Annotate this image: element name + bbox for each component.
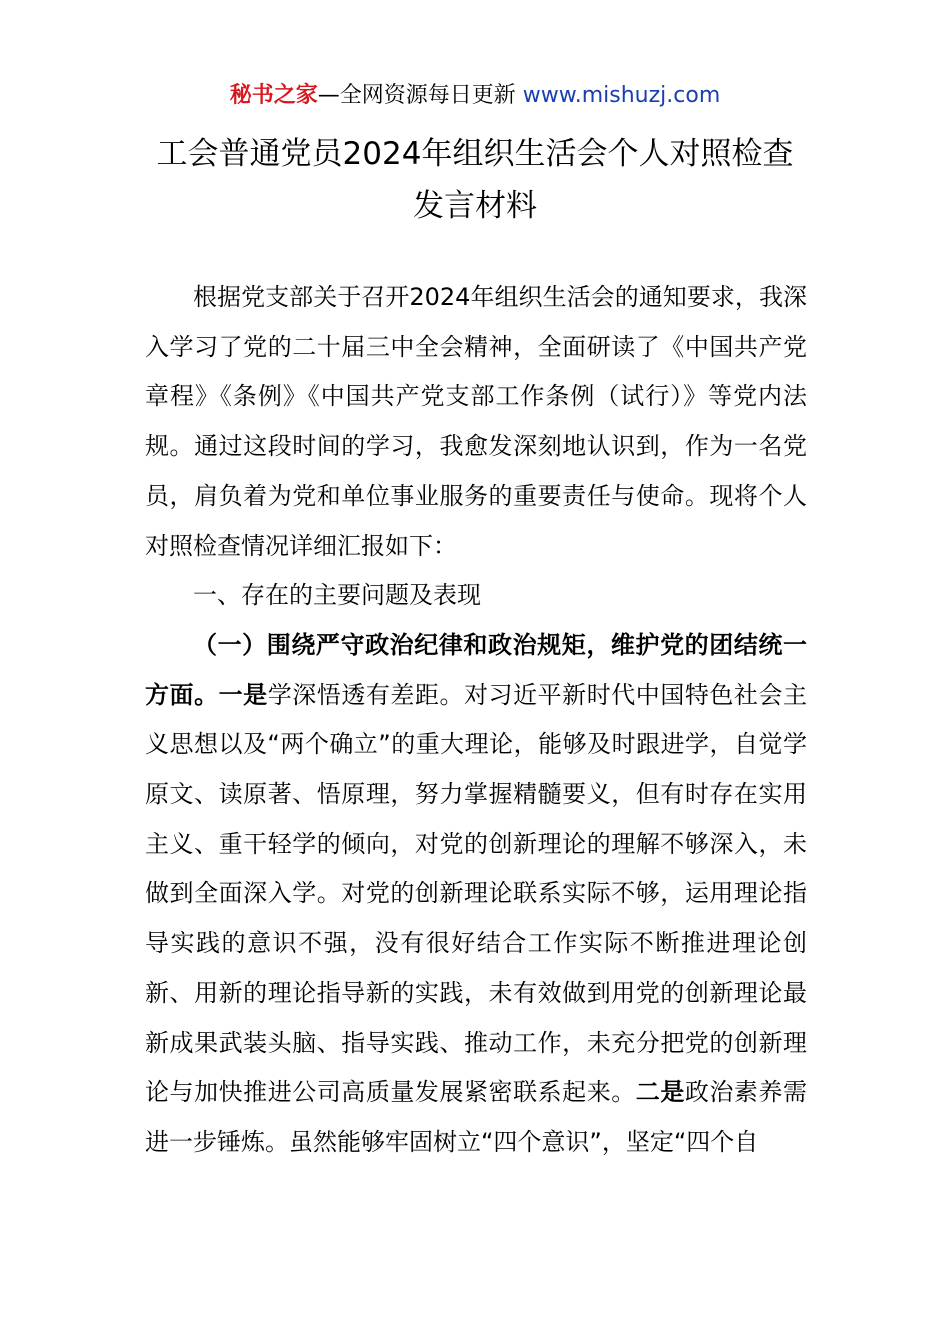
- point-text: 政治素养需进一步锤炼。虽然能够牢固树立“四个意识”，坚定“四个自: [145, 1078, 808, 1156]
- point-label: 二是: [635, 1078, 685, 1107]
- point-text: 学深悟透有差距。对习近平新时代中国特色社会主义思想以及“两个确立”的重大理论，能够及时跟进学，自觉学原文、读原著、悟原理，努力掌握精髓要义，但有时存在实用主义、重干轻学的倾向，对党的创新理论的理解不够深入，未做到全面深入学。对党的创新理论联系实际不够，运用理论指导实践的意识不强，没有很好结合工作实际不断推进理论创新、用新的理论指导新的实践，未有效做到用党的创新理论最新成果武装头脑、指导实践、推动工作，未充分把党的创新理论与加快推进公司高质量发展紧密联系起来。: [145, 680, 808, 1107]
- site-url-link[interactable]: www.mishuzj.com: [522, 83, 721, 108]
- site-banner: [0, 80, 950, 112]
- subsection-heading: （一）围绕严守政治纪律和政治规矩，维护党的团结统一方面。: [145, 630, 807, 709]
- point-label: 一是: [218, 680, 268, 709]
- title-line-2: 发言材料: [413, 188, 537, 224]
- banner-slogan: —全网资源每日更新: [317, 83, 516, 108]
- brand-name: 秘书之家: [229, 83, 318, 108]
- subsection-paragraph: [145, 621, 807, 1168]
- section-heading: 一、存在的主要问题及表现: [193, 581, 481, 610]
- title-line-1: 工会普通党员2024年组织生活会个人对照检查: [156, 136, 794, 172]
- document-title: [100, 128, 850, 232]
- intro-paragraph: 根据党支部关于召开2024年组织生活会的通知要求，我深入学习了党的二十届三中全会精神，全面研读了《中国共产党章程》《条例》《中国共产党支部工作条例（试行）》等党内法规。通过这段时间的学习，我愈发深刻地认识到，作为一名党员，肩负着为党和单位事业服务的重要责任与使命。现将个人对照检查情况详细汇报如下：: [145, 283, 807, 560]
- document-body: [145, 273, 807, 1168]
